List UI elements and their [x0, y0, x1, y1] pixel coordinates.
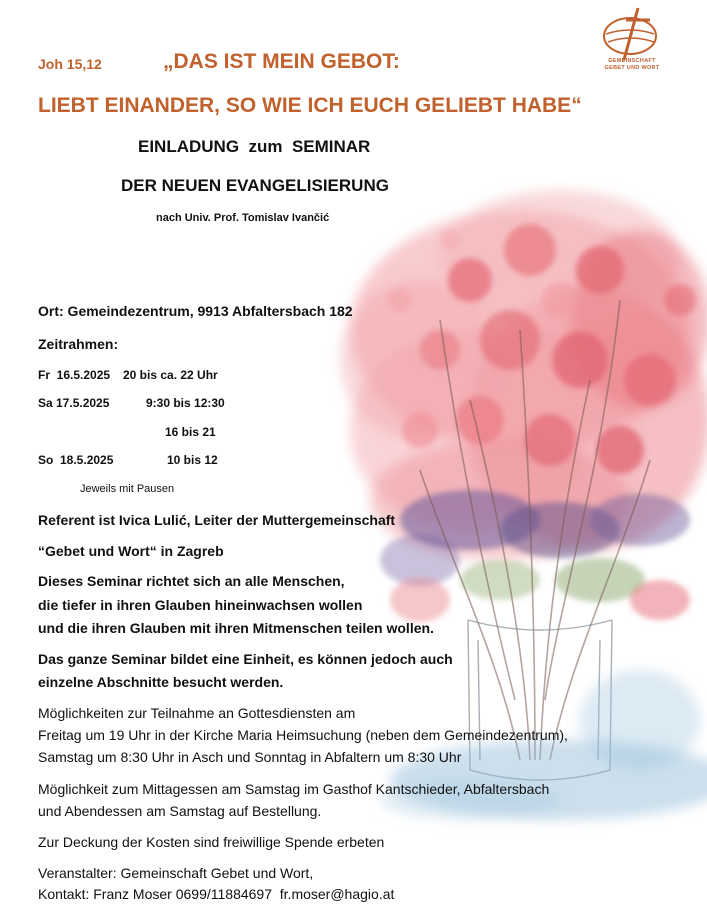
services-line: Samstag um 8:30 Uhr in Asch und Sonntag in Abfaltern um 8:30 Uhr — [38, 749, 462, 765]
schedule-day: Fr 16.5.2025 — [38, 368, 111, 382]
breaks-note: Jeweils mit Pausen — [80, 483, 175, 495]
services-line: Möglichkeiten zur Teilnahme an Gottesdiensten am — [38, 705, 356, 721]
quote-line-1: „DAS IST MEIN GEBOT: — [163, 50, 400, 73]
seminar-title: DER NEUEN EVANGELISIERUNG — [121, 176, 389, 195]
schedule-time: 20 bis ca. 22 Uhr — [123, 368, 218, 382]
location: Ort: Gemeindezentrum, 9913 Abfaltersbach 182 — [38, 303, 353, 319]
invitation-title: EINLADUNG zum SEMINAR — [138, 137, 371, 156]
speaker-line-1: Referent ist Ivica Lulić, Leiter der Muttergemeinschaft — [38, 512, 396, 528]
bible-reference: Joh 15,12 — [38, 56, 102, 72]
schedule-day: So 18.5.2025 — [38, 453, 114, 467]
author-credit: nach Univ. Prof. Tomislav Ivančić — [156, 212, 330, 224]
unity-line: einzelne Abschnitte besucht werden. — [38, 674, 284, 690]
schedule-time: 9:30 bis 12:30 — [146, 396, 225, 410]
services-line: Freitag um 19 Uhr in der Kirche Maria Heimsuchung (neben dem Gemeindezentrum), — [38, 727, 568, 743]
costs-note: Zur Deckung der Kosten sind freiwillige Spende erbeten — [38, 834, 385, 850]
meals-line: Möglichkeit zum Mittagessen am Samstag im Gasthof Kantschieder, Abfaltersbach — [38, 781, 550, 797]
logo-text-line2: GEBET UND WORT — [604, 65, 660, 71]
audience-line: und die ihren Glauben mit ihren Mitmenschen teilen wollen. — [38, 620, 434, 636]
audience-line: Dieses Seminar richtet sich an alle Menschen, — [38, 573, 345, 589]
logo-text-line1: GEMEINSCHAFT — [608, 58, 656, 64]
contact: Kontakt: Franz Moser 0699/11884697 fr.moser@hagio.at — [38, 886, 395, 902]
schedule-time: 16 bis 21 — [165, 425, 216, 439]
organizer: Veranstalter: Gemeinschaft Gebet und Wort, — [38, 865, 314, 881]
speaker-line-2: “Gebet und Wort“ in Zagreb — [38, 543, 224, 559]
schedule-time: 10 bis 12 — [167, 453, 218, 467]
schedule-day: Sa 17.5.2025 — [38, 396, 110, 410]
audience-line: die tiefer in ihren Glauben hineinwachsen wollen — [38, 597, 363, 613]
unity-line: Das ganze Seminar bildet eine Einheit, es können jedoch auch — [38, 651, 453, 667]
timeframe-label: Zeitrahmen: — [38, 336, 119, 352]
meals-line: und Abendessen am Samstag auf Bestellung. — [38, 803, 322, 819]
quote-line-2: LIEBT EINANDER, SO WIE ICH EUCH GELIEBT HABE“ — [38, 94, 582, 117]
